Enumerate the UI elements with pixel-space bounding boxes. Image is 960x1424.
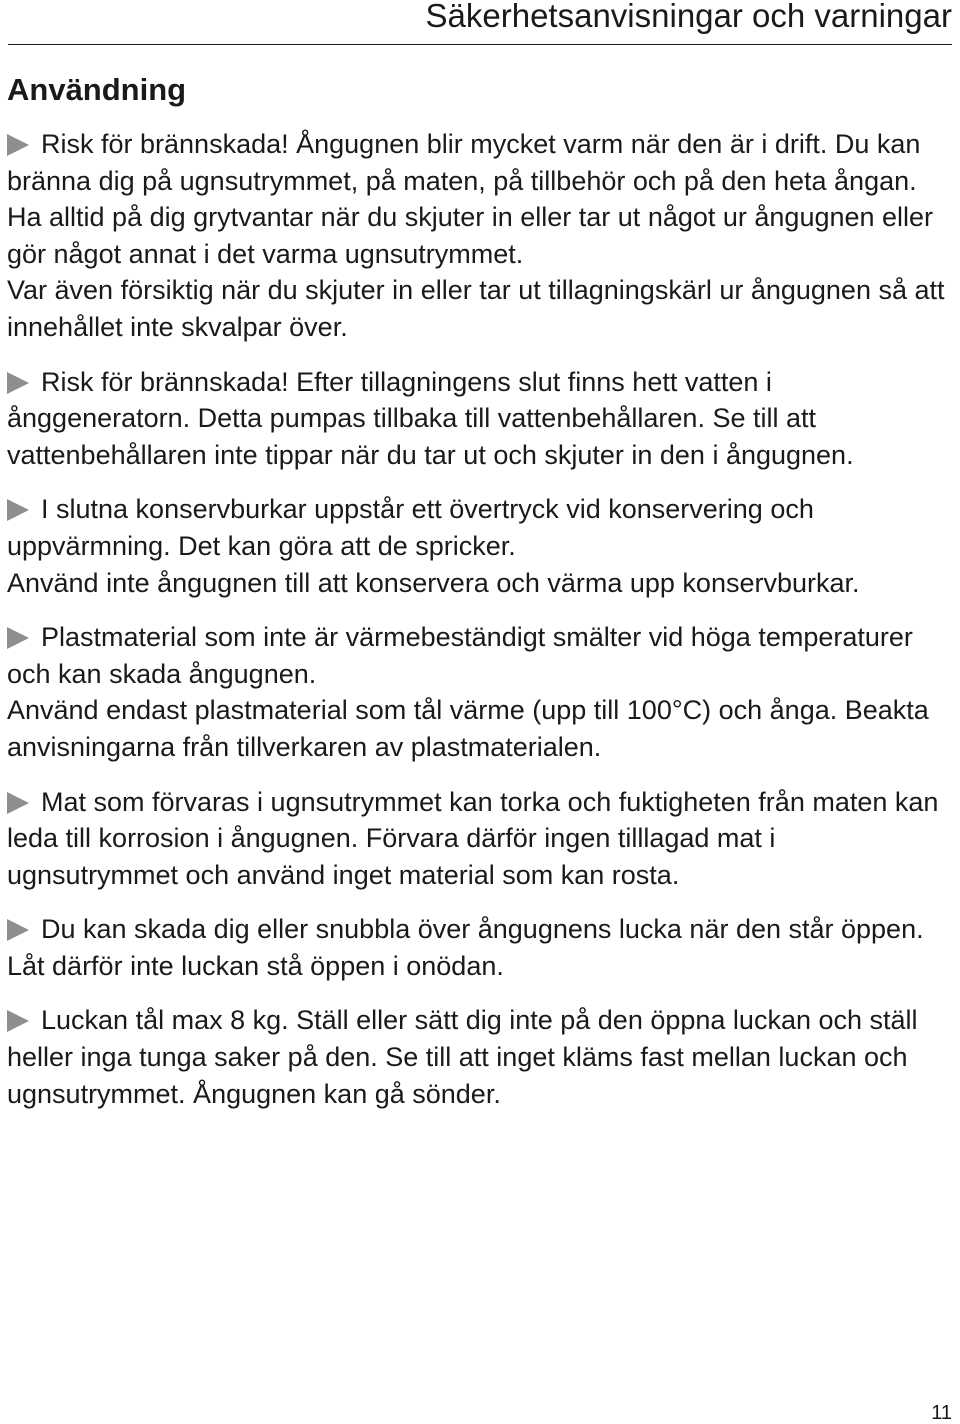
header-divider bbox=[8, 44, 952, 45]
warning-paragraph: Använd endast plastmaterial som tål värme (upp till 100°C) och ånga. Beakta anvisningarna från tillverkaren av plastmaterialen. bbox=[7, 695, 929, 762]
warning-paragraph bbox=[7, 126, 951, 272]
warning-text: Du kan skada dig eller snubbla över ångugnens lucka när den står öppen. bbox=[41, 914, 924, 945]
warning-item bbox=[7, 619, 951, 765]
warning-text: I slutna konservburkar uppstår ett övertryck vid konservering och uppvärmning. Det kan göra att de spricker. bbox=[7, 494, 814, 561]
warning-item bbox=[7, 1002, 951, 1112]
warning-item bbox=[7, 911, 951, 984]
warning-item bbox=[7, 126, 951, 346]
section-title: Användning bbox=[7, 72, 187, 107]
triangle-arrow-right-icon bbox=[7, 1010, 29, 1032]
warning-paragraph: Låt därför inte luckan stå öppen i onödan. bbox=[7, 950, 504, 981]
warning-list bbox=[7, 126, 951, 1130]
warning-text: Luckan tål max 8 kg. Ställ eller sätt dig inte på den öppna luckan och ställ heller inga tunga saker på den. Se till att inget kläms fast mellan luckan och ugnsutrymmet. Ångugnen kan gå sönder. bbox=[7, 1005, 918, 1109]
warning-paragraph bbox=[7, 784, 951, 894]
triangle-arrow-right-icon bbox=[7, 919, 29, 941]
warning-paragraph bbox=[7, 364, 951, 474]
triangle-arrow-right-icon bbox=[7, 134, 29, 156]
warning-paragraph bbox=[7, 911, 951, 948]
triangle-arrow-right-icon bbox=[7, 499, 29, 521]
warning-text: Mat som förvaras i ugnsutrymmet kan torka och fuktigheten från maten kan leda till korrosion i ångugnen. Förvara därför ingen tilllagad mat i ugnsutrymmet och använd inget material som kan rosta. bbox=[7, 786, 939, 890]
running-header: Säkerhetsanvisningar och varningar bbox=[425, 0, 952, 34]
warning-text: Plastmaterial som inte är värmebeständigt smälter vid höga temperaturer och kan skada ångugnen. bbox=[7, 622, 913, 689]
triangle-arrow-right-icon bbox=[7, 627, 29, 649]
warning-item bbox=[7, 364, 951, 474]
warning-paragraph bbox=[7, 619, 951, 692]
warning-text: Risk för brännskada! Ångugnen blir mycket varm när den är i drift. Du kan bränna dig på ugnsutrymmet, på maten, på tillbehör och på den heta ångan. Ha alltid på dig grytvantar när du skjuter in eller tar ut något ur ångugnen eller gör något annat i det varma ugnsutrymmet. bbox=[7, 129, 934, 269]
page-number: 11 bbox=[931, 1402, 952, 1424]
triangle-arrow-right-icon bbox=[7, 792, 29, 814]
triangle-arrow-right-icon bbox=[7, 372, 29, 394]
warning-paragraph: Var även försiktig när du skjuter in eller tar ut tillagningskärl ur ångugnen så att innehållet inte skvalpar över. bbox=[7, 275, 945, 342]
warning-paragraph bbox=[7, 491, 951, 564]
warning-text: Risk för brännskada! Efter tillagningens slut finns hett vatten i ånggeneratorn. Detta pumpas tillbaka till vattenbehållaren. Se till att vattenbehållaren inte tippar när du tar ut och skjuter in den i ångugnen. bbox=[7, 366, 854, 470]
warning-paragraph: Använd inte ångugnen till att konservera och värma upp konservburkar. bbox=[7, 567, 860, 598]
warning-paragraph bbox=[7, 1002, 951, 1112]
warning-item bbox=[7, 784, 951, 894]
warning-item bbox=[7, 491, 951, 601]
